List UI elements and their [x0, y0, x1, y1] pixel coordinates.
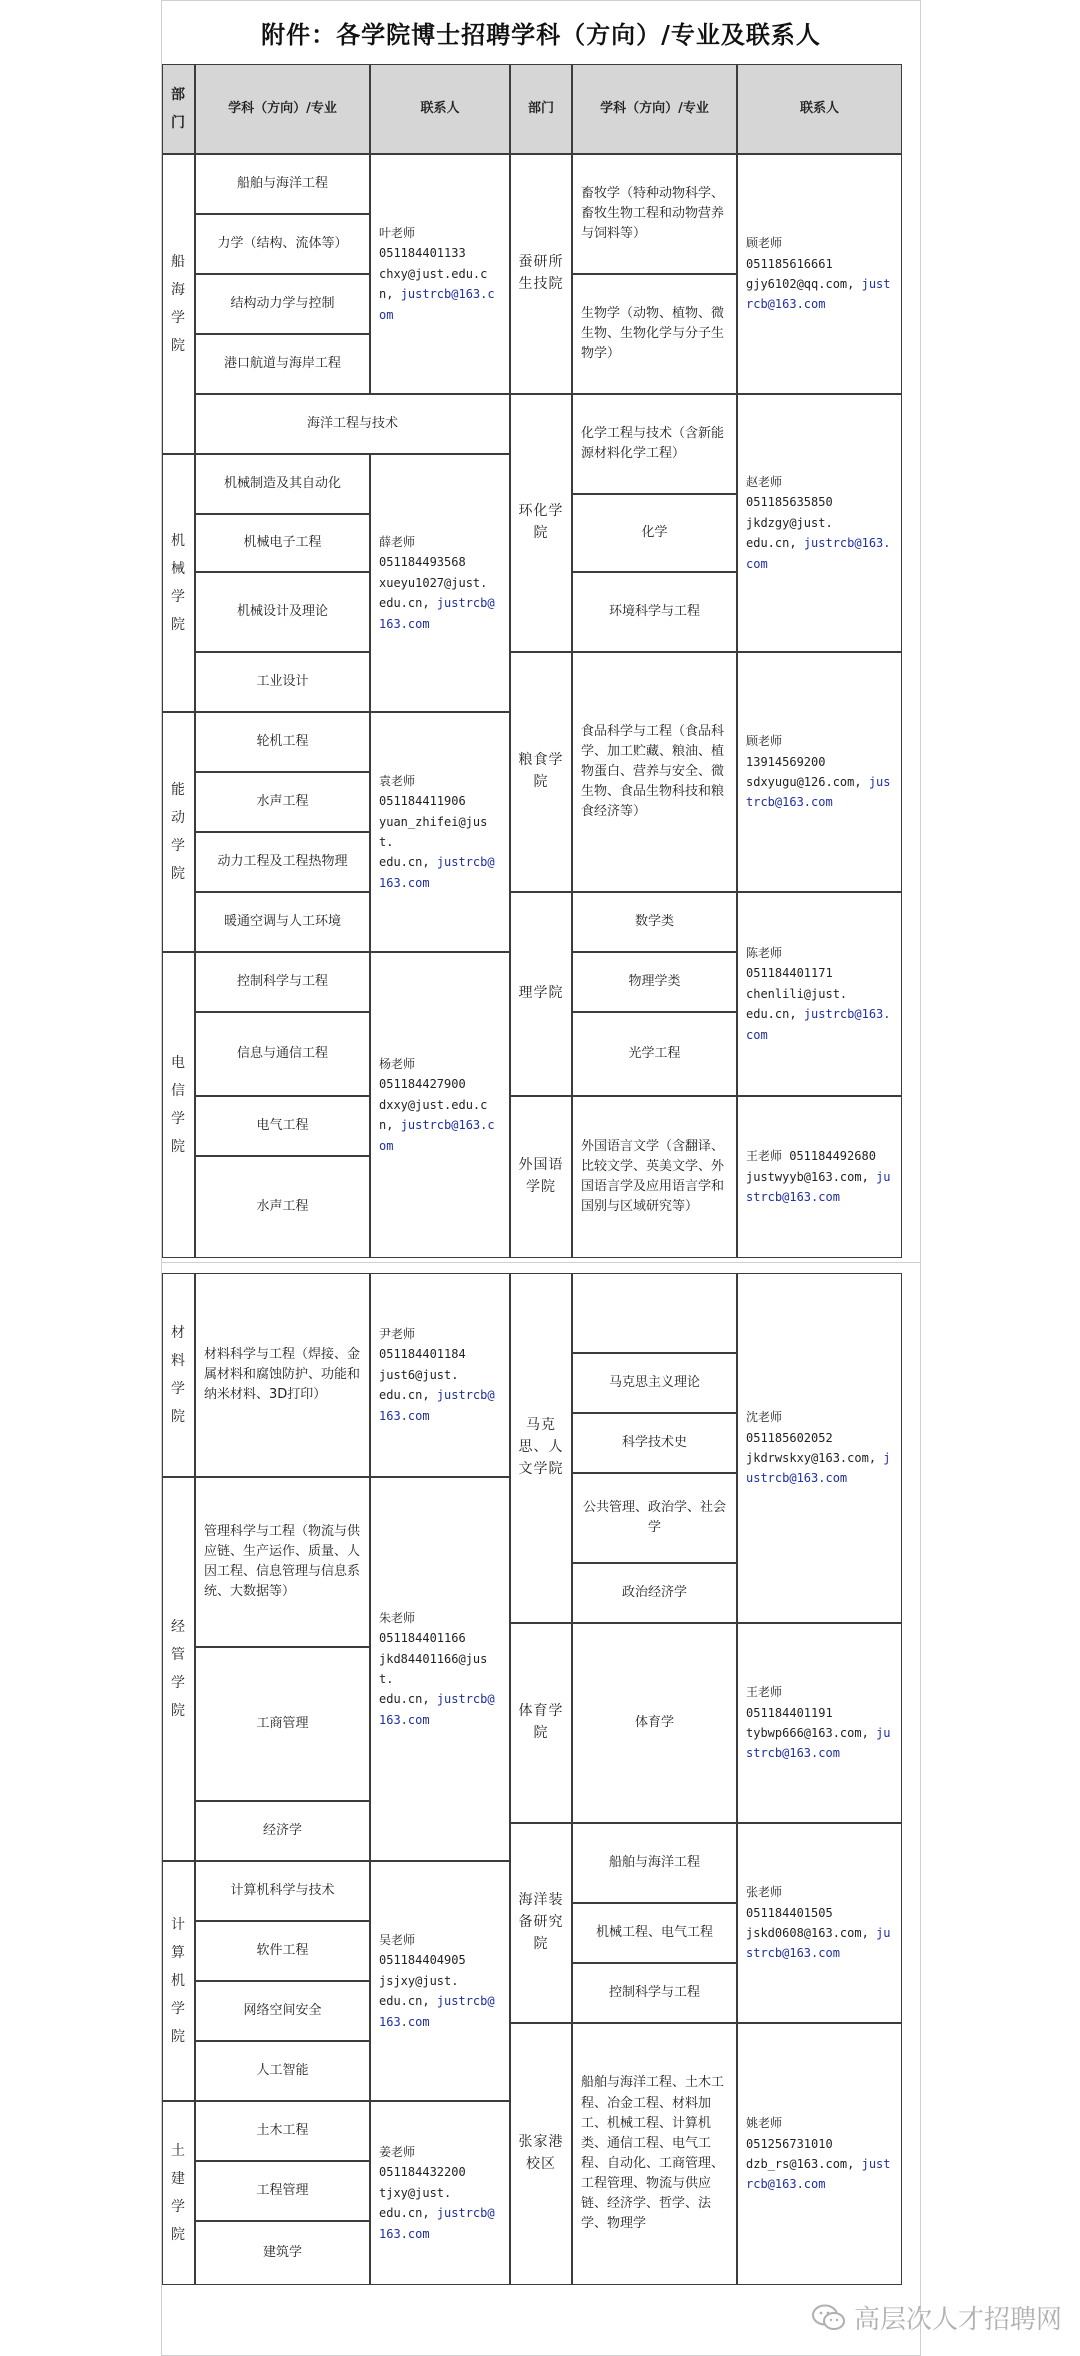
- contact-name: 王老师 051184492680: [746, 1149, 876, 1164]
- contact-email: jsjxy@just.: [379, 1973, 459, 1988]
- contact-phone: 051184411906: [379, 794, 466, 809]
- contact-email-link[interactable]: justrcb@163.com: [746, 277, 891, 312]
- contact-email: just6@just.: [379, 1367, 459, 1382]
- contact-phone: 13914569200: [746, 754, 826, 769]
- contact-email-link[interactable]: justrcb@163.com: [746, 775, 891, 810]
- subject-cell: 水声工程: [195, 1156, 370, 1258]
- subject-cell: 船舶与海洋工程: [195, 154, 370, 214]
- contact-email: edu.cn,: [379, 1692, 430, 1707]
- contact-phone: 051184404905: [379, 1953, 466, 1968]
- dept-jisuanji: 计算机学院: [162, 1861, 195, 2101]
- contact-email: yuan_zhifei@just.: [379, 814, 488, 849]
- subject-cell: 计算机科学与技术: [195, 1861, 370, 1921]
- contact-cailiao: [370, 1273, 510, 1477]
- dept-huanhua: 环化学院: [510, 394, 572, 652]
- subject-cell: 化学工程与技术（含新能源材料化学工程）: [572, 394, 737, 494]
- contact-name: 顾老师: [746, 236, 783, 251]
- subject-cell: 力学（结构、流体等）: [195, 214, 370, 274]
- dept-lixue: 理学院: [510, 892, 572, 1096]
- table-sheet-2: [161, 1262, 921, 2356]
- contact-canyan: [737, 154, 902, 394]
- contact-email-link[interactable]: justrcb@163.com: [746, 1451, 891, 1486]
- dept-dianxin: 电信学院: [162, 952, 195, 1258]
- subject-cell: 经济学: [195, 1801, 370, 1861]
- subject-cell: 畜牧学（特种动物科学、畜牧生物工程和动物营养与饲料等）: [572, 154, 737, 274]
- header-dept-right: 部门: [510, 64, 572, 154]
- subject-cell: 生物学（动物、植物、微生物、生物化学与分子生物学）: [572, 274, 737, 394]
- dept-chuanhai: 船海学院: [162, 154, 195, 454]
- contact-email-link[interactable]: justrcb@163.com: [379, 1388, 495, 1423]
- contact-phone: 051185616661: [746, 256, 833, 271]
- contact-tujian: [370, 2101, 510, 2285]
- dept-haiyang-zhuangbei: 海洋装备研究院: [510, 1823, 572, 2023]
- contact-email: dzb_rs@163.com,: [746, 2157, 855, 2171]
- contact-zhangjiagang: [737, 2023, 902, 2285]
- subject-cell: 控制科学与工程: [572, 1963, 737, 2023]
- subject-cell: 软件工程: [195, 1921, 370, 1981]
- subject-cell: 公共管理、政治学、社会学: [572, 1473, 737, 1563]
- subject-cell: 工业设计: [195, 652, 370, 712]
- contact-email: jkdrwskxy@163.com,: [746, 1451, 877, 1465]
- subject-cell: 动力工程及工程热物理: [195, 832, 370, 892]
- contact-haiyang-zhuangbei: [737, 1823, 902, 2023]
- contact-email: edu.cn,: [379, 2206, 430, 2221]
- contact-email-link[interactable]: justrcb@163.com: [379, 1118, 495, 1153]
- subject-cell: 环境科学与工程: [572, 572, 737, 652]
- contact-email: edu.cn,: [379, 855, 430, 870]
- subject-cell: 水声工程: [195, 772, 370, 832]
- contact-jixie: [370, 454, 510, 712]
- contact-email: tybwp666@163.com,: [746, 1726, 869, 1740]
- contact-name: 顾老师: [746, 734, 783, 749]
- subject-cell: 光学工程: [572, 1012, 737, 1096]
- contact-name: 袁老师: [379, 773, 416, 788]
- subject-cell: 政治经济学: [572, 1563, 737, 1623]
- contact-makesi-renwen: [737, 1273, 902, 1623]
- contact-email-link[interactable]: justrcb@163.com: [746, 1007, 891, 1042]
- contact-email: jkd84401166@just.: [379, 1651, 488, 1686]
- contact-phone: 051184432200: [379, 2165, 466, 2180]
- subject-cell: 管理科学与工程（物流与供应链、生产运作、质量、人因工程、信息管理与信息系统、大数据等）: [195, 1477, 370, 1647]
- header-subject-right: 学科（方向）/专业: [572, 64, 737, 154]
- contact-phone: 051184401505: [746, 1905, 833, 1920]
- contact-name: 张老师: [746, 1885, 783, 1900]
- subject-cell: 外国语言文学（含翻译、比较文学、英美文学、外国语言学及应用语言学和国别与区域研究等）: [572, 1096, 737, 1258]
- dept-jixie: 机械学院: [162, 454, 195, 712]
- subject-cell: 马克思主义理论: [572, 1353, 737, 1413]
- subject-cell: 机械设计及理论: [195, 572, 370, 652]
- contact-email: gjy6102@qq.com,: [746, 277, 855, 291]
- subject-cell: 化学: [572, 494, 737, 572]
- contact-name: 朱老师: [379, 1610, 416, 1625]
- contact-nengdong: [370, 712, 510, 952]
- contact-jingguan: [370, 1477, 510, 1861]
- contact-email: chxy@just.edu.cn,: [379, 266, 488, 302]
- contact-email-link[interactable]: justrcb@163.com: [746, 536, 891, 571]
- contact-name: 赵老师: [746, 475, 783, 490]
- dept-cailiao: 材料学院: [162, 1273, 195, 1477]
- subject-cell: 网络空间安全: [195, 1981, 370, 2041]
- subject-cell: 电气工程: [195, 1096, 370, 1156]
- contact-phone: 051184401191: [746, 1705, 833, 1720]
- contact-email-link[interactable]: justrcb@163.com: [746, 1726, 891, 1761]
- dept-nengdong: 能动学院: [162, 712, 195, 952]
- contact-email: edu.cn,: [746, 536, 797, 551]
- header-contact-right: 联系人: [737, 64, 902, 154]
- subject-cell: 信息与通信工程: [195, 1012, 370, 1096]
- dept-zhangjiagang: 张家港校区: [510, 2023, 572, 2285]
- subject-cell: 机械工程、电气工程: [572, 1903, 737, 1963]
- subject-cell: 海洋工程与技术: [195, 394, 510, 454]
- contact-phone: 051184427900: [379, 1077, 466, 1092]
- header-contact-left: 联系人: [370, 64, 510, 154]
- contact-name: 陈老师: [746, 946, 783, 961]
- contact-email-link[interactable]: justrcb@163.com: [379, 1994, 495, 2029]
- subject-cell: 科学技术史: [572, 1413, 737, 1473]
- contact-email-link[interactable]: justrcb@163.com: [379, 855, 495, 890]
- subject-cell: [572, 1273, 737, 1353]
- contact-phone: 051184401166: [379, 1631, 466, 1646]
- contact-name: 姜老师: [379, 2145, 416, 2160]
- contact-tiyu: [737, 1623, 902, 1823]
- subject-cell: 数学类: [572, 892, 737, 952]
- subject-cell: 建筑学: [195, 2221, 370, 2285]
- subject-cell: 人工智能: [195, 2041, 370, 2101]
- subject-cell: 机械制造及其自动化: [195, 454, 370, 514]
- contact-liangshi: [737, 652, 902, 892]
- contact-jisuanji: [370, 1861, 510, 2101]
- header-dept-left: 部门: [162, 64, 195, 154]
- contact-email: jskd0608@163.com,: [746, 1926, 869, 1940]
- contact-name: 沈老师: [746, 1410, 783, 1425]
- contact-name: 姚老师: [746, 2116, 783, 2131]
- contact-email: edu.cn,: [379, 1388, 430, 1403]
- subject-cell: 船舶与海洋工程、土木工程、冶金工程、材料加工、机械工程、计算机类、通信工程、电气工程、自动化、工商管理、工程管理、物流与供应链、经济学、哲学、法学、物理学: [572, 2023, 737, 2285]
- contact-email-link[interactable]: justrcb@163.com: [379, 1692, 495, 1727]
- watermark-text: 高层次人才招聘网: [853, 2305, 1062, 2335]
- subject-cell: 工商管理: [195, 1647, 370, 1801]
- contact-phone: 051185602052: [746, 1430, 833, 1445]
- subject-cell: 港口航道与海岸工程: [195, 334, 370, 394]
- subject-cell: 体育学: [572, 1623, 737, 1823]
- subject-cell: 食品科学与工程（食品科学、加工贮藏、粮油、植物蛋白、营养与安全、微生物、食品生物科技和粮食经济等）: [572, 652, 737, 892]
- subject-cell: 暖通空调与人工环境: [195, 892, 370, 952]
- subject-cell: 轮机工程: [195, 712, 370, 772]
- contact-name: 叶老师: [379, 226, 416, 241]
- subject-cell: 物理学类: [572, 952, 737, 1012]
- contact-email: xueyu1027@just.: [379, 575, 488, 590]
- contact-email: jkdzgy@just.: [746, 515, 833, 530]
- page-title: 附件：各学院博士招聘学科（方向）/专业及联系人: [261, 20, 821, 49]
- contact-email: edu.cn,: [379, 596, 430, 611]
- contact-chuanhai: [370, 154, 510, 394]
- subject-cell: 材料科学与工程（焊接、金属材料和腐蚀防护、功能和纳米材料、3D打印）: [195, 1273, 370, 1477]
- dept-makesi-renwen: 马克思、人文学院: [510, 1273, 572, 1623]
- contact-name: 薛老师: [379, 535, 416, 550]
- contact-dianxin: [370, 952, 510, 1258]
- contact-email-link[interactable]: justrcb@163.com: [379, 2206, 495, 2241]
- subject-cell: 工程管理: [195, 2161, 370, 2221]
- contact-name: 杨老师: [379, 1057, 416, 1072]
- contact-phone: 051256731010: [746, 2136, 833, 2151]
- dept-jingguan: 经管学院: [162, 1477, 195, 1861]
- contact-email-link[interactable]: justrcb@163.com: [379, 596, 495, 631]
- contact-name: 王老师: [746, 1685, 783, 1700]
- contact-huanhua: [737, 394, 902, 652]
- subject-cell: 土木工程: [195, 2101, 370, 2161]
- contact-phone: 051185635850: [746, 495, 833, 510]
- dept-tiyu: 体育学院: [510, 1623, 572, 1823]
- contact-email: justwyyb@163.com,: [746, 1169, 869, 1184]
- contact-email: dxxy@just.edu.cn,: [379, 1097, 488, 1133]
- subject-cell: 控制科学与工程: [195, 952, 370, 1012]
- contact-email: chenlili@just.: [746, 986, 848, 1001]
- table-sheet-1: [161, 0, 921, 1264]
- contact-email-link[interactable]: justrcb@163.com: [746, 2157, 891, 2192]
- contact-email: tjxy@just.: [379, 2185, 452, 2200]
- dept-waiguoyu: 外国语学院: [510, 1096, 572, 1258]
- contact-phone: 051184401184: [379, 1347, 466, 1362]
- contact-email: edu.cn,: [746, 1007, 797, 1022]
- subject-cell: 机械电子工程: [195, 514, 370, 572]
- contact-name: 吴老师: [379, 1933, 416, 1948]
- watermark: [812, 2299, 1062, 2336]
- wechat-icon: [812, 2304, 846, 2332]
- contact-email-link[interactable]: justrcb@163.com: [746, 1169, 891, 1205]
- contact-waiguoyu: [737, 1096, 902, 1258]
- contact-lixue: [737, 892, 902, 1096]
- dept-tujian: 土建学院: [162, 2101, 195, 2285]
- dept-canyan: 蚕研所生技院: [510, 154, 572, 394]
- subject-cell: 结构动力学与控制: [195, 274, 370, 334]
- contact-phone: 051184493568: [379, 555, 466, 570]
- header-subject-left: 学科（方向）/专业: [195, 64, 370, 154]
- contact-email-link[interactable]: justrcb@163.com: [379, 287, 495, 322]
- subject-cell: 船舶与海洋工程: [572, 1823, 737, 1903]
- contact-email: sdxyugu@126.com,: [746, 775, 862, 789]
- contact-email: edu.cn,: [379, 1994, 430, 2009]
- contact-phone: 051184401171: [746, 966, 833, 981]
- contact-phone: 051184401133: [379, 246, 466, 261]
- contact-name: 尹老师: [379, 1327, 416, 1342]
- contact-email-link[interactable]: justrcb@163.com: [746, 1926, 891, 1961]
- dept-liangshi: 粮食学院: [510, 652, 572, 892]
